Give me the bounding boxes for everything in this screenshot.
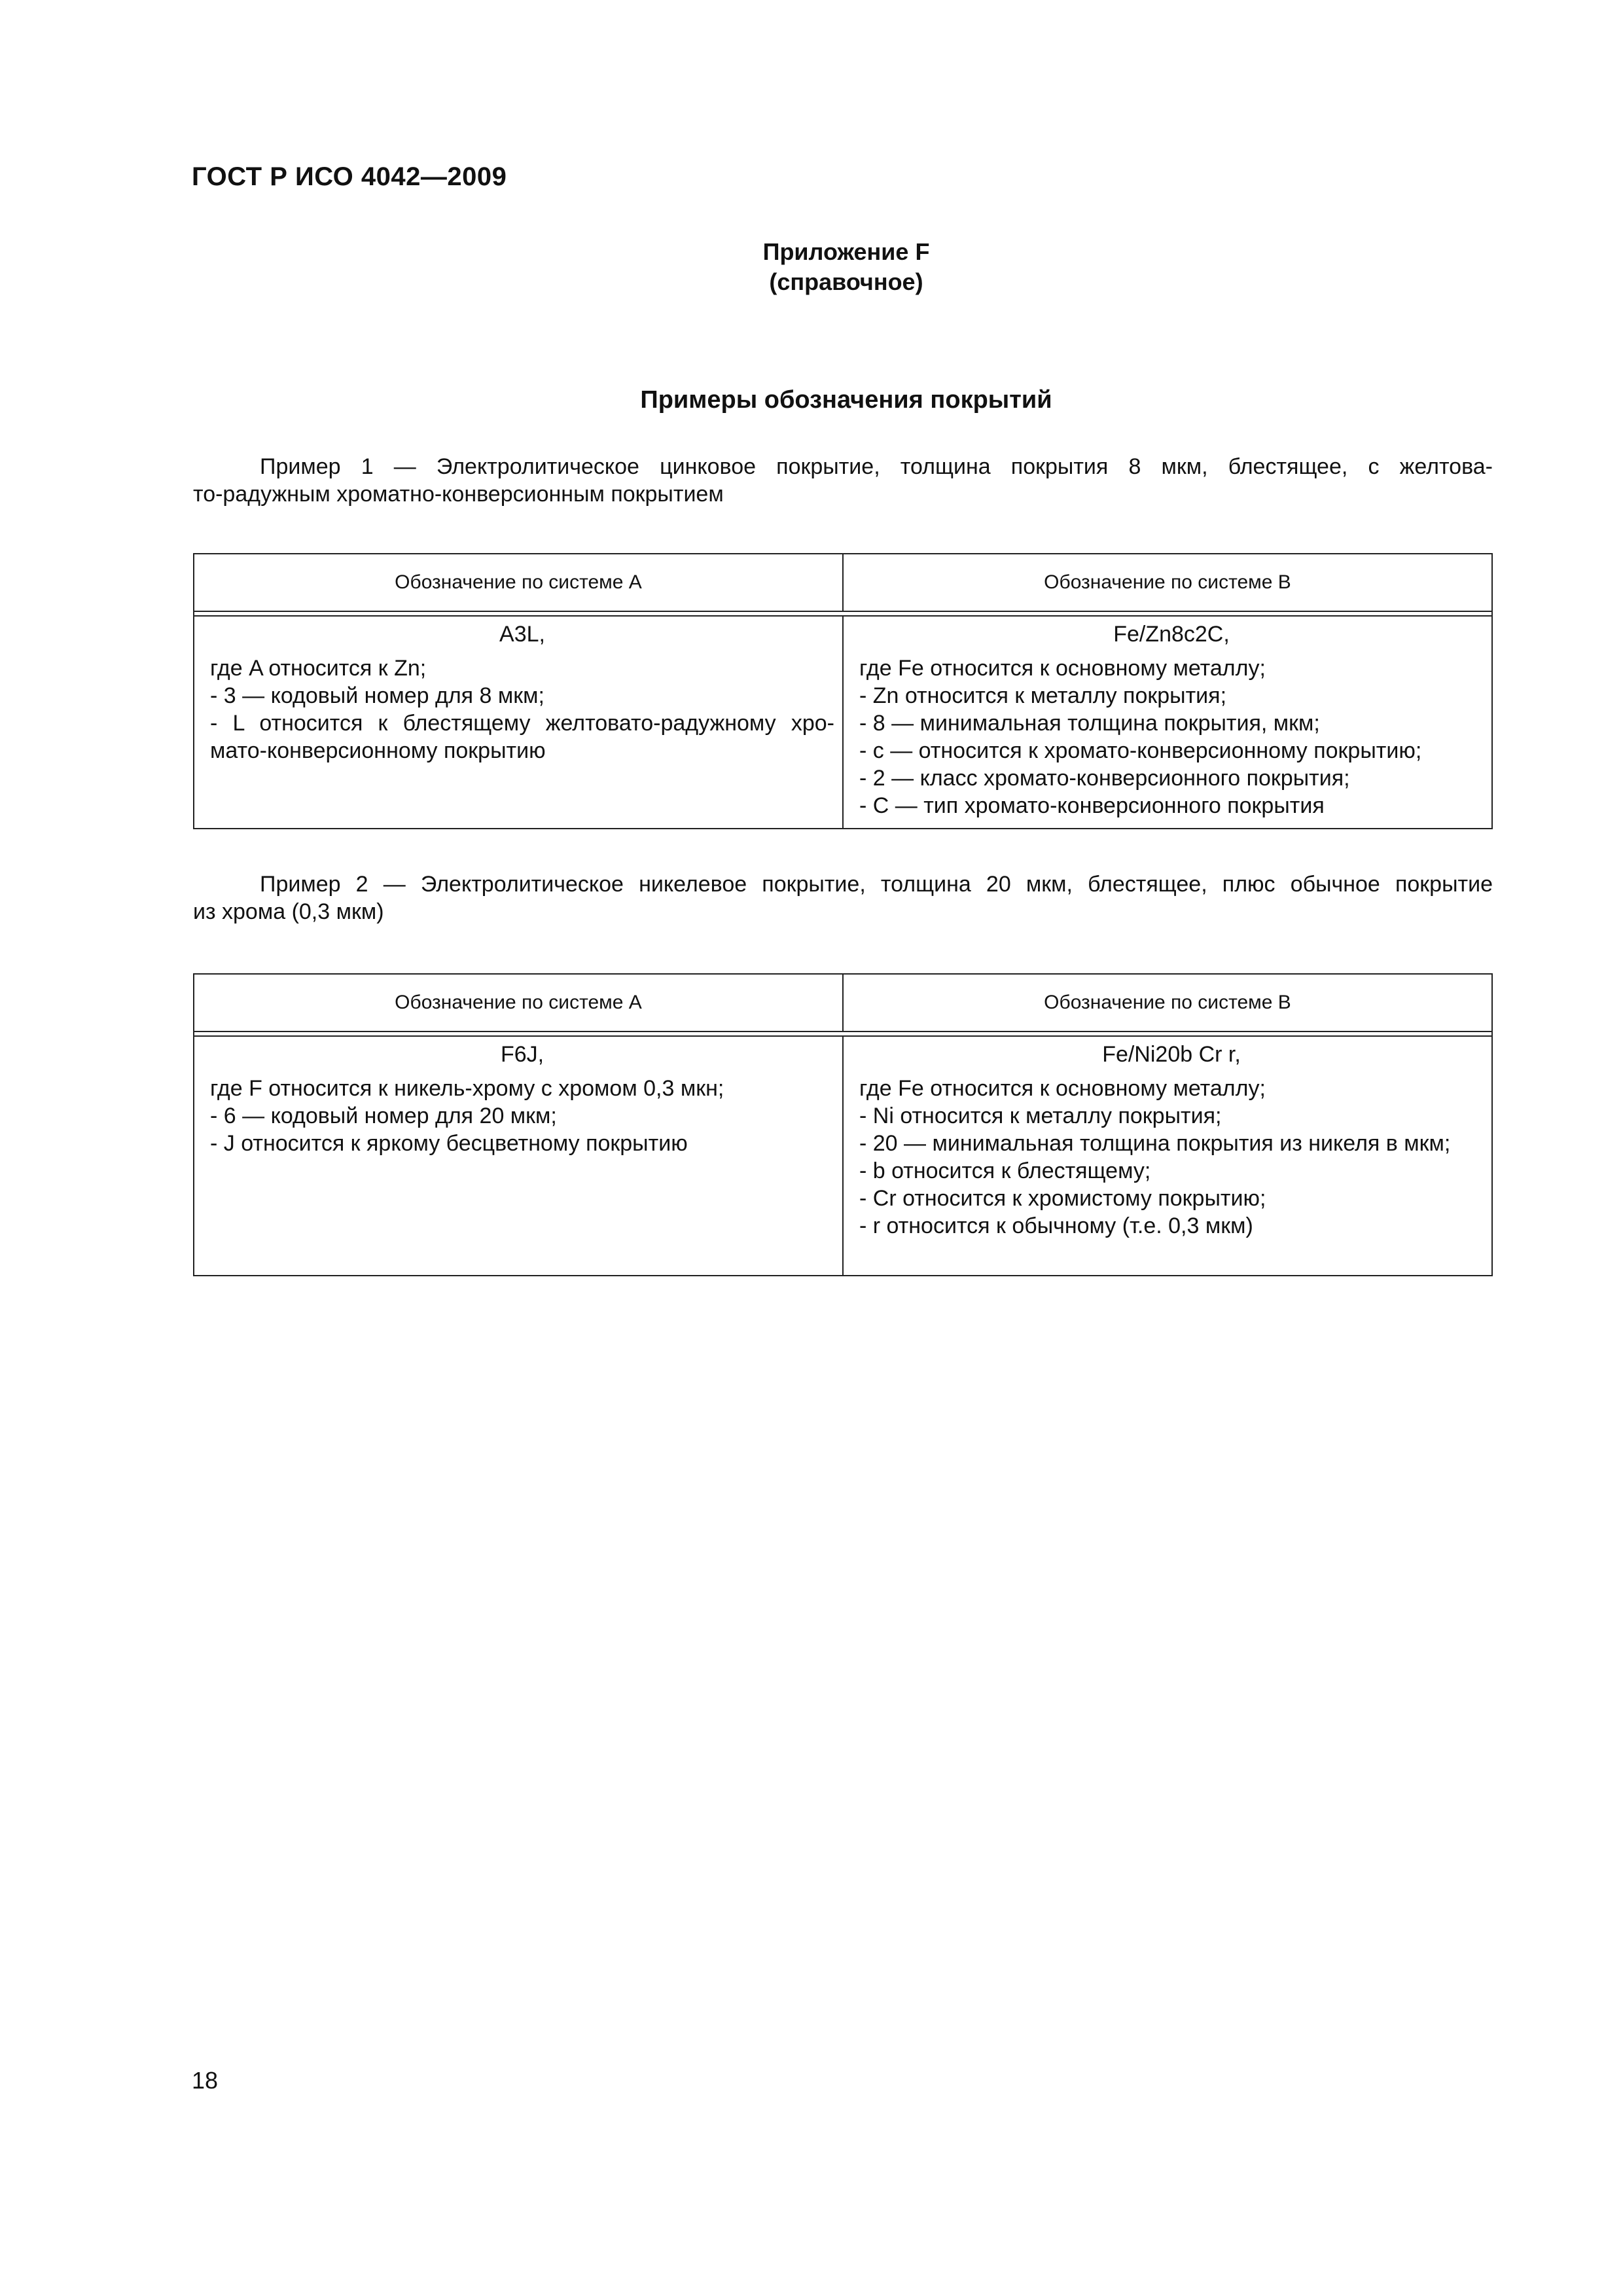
designation-code-a: A3L, bbox=[499, 622, 545, 647]
annex-title: Приложение F bbox=[762, 238, 930, 265]
column-header-system-a: Обозначение по системе А bbox=[395, 571, 642, 593]
example-1-line-1: Пример 1 — Электролитическое цинковое покрытие, толщина покрытия 8 мкм, блестящее, с желтова- bbox=[260, 454, 1493, 479]
list-item: где Fe относится к основному металлу; bbox=[859, 656, 1266, 681]
table-header-row bbox=[194, 554, 1491, 612]
table-header-row bbox=[194, 975, 1491, 1032]
explanation-list-b bbox=[859, 655, 1484, 819]
example-2-table bbox=[193, 973, 1493, 1276]
list-item: - Cr относится к хромистому покрытию; bbox=[859, 1186, 1266, 1211]
designation-code-b: Fe/Zn8c2C, bbox=[1113, 622, 1230, 647]
list-item: - Zn относится к металлу покрытия; bbox=[859, 683, 1227, 708]
page-number: 18 bbox=[192, 2067, 219, 2094]
list-item: - 6 — кодовый номер для 20 мкм; bbox=[210, 1103, 557, 1128]
designation-code-a: F6J, bbox=[500, 1042, 544, 1067]
list-item: - b относится к блестящему; bbox=[859, 1158, 1151, 1183]
list-item: - 20 — минимальная толщина покрытия из никеля в мкм; bbox=[859, 1131, 1451, 1156]
list-item: - Ni относится к металлу покрытия; bbox=[859, 1103, 1222, 1128]
document-header: ГОСТ Р ИСО 4042—2009 bbox=[192, 162, 507, 191]
explanation-list-a bbox=[210, 655, 834, 764]
list-item: - L относится к блестящему желтовато-радужному хро-мато-конверсионному покрытию bbox=[210, 711, 834, 763]
example-2-text bbox=[193, 870, 1493, 925]
list-item: - 8 — минимальная толщина покрытия, мкм; bbox=[859, 711, 1320, 736]
system-a-cell bbox=[194, 617, 842, 828]
list-item: где A относится к Zn; bbox=[210, 656, 427, 681]
annex-heading bbox=[0, 237, 1623, 297]
list-item: - с — относится к хромато-конверсионному покрытию; bbox=[859, 738, 1422, 763]
example-2-line-1: Пример 2 — Электролитическое никелевое покрытие, толщина 20 мкм, блестящее, плюс обычное покрытие bbox=[260, 872, 1493, 897]
list-item: где F относится к никель-хрому с хромом 0,3 мкн; bbox=[210, 1076, 724, 1101]
example-1-table bbox=[193, 553, 1493, 829]
list-item: где Fe относится к основному металлу; bbox=[859, 1076, 1266, 1101]
system-b-cell bbox=[842, 1037, 1491, 1275]
example-1-text bbox=[193, 453, 1493, 508]
designation-code-b: Fe/Ni20b Cr r, bbox=[1102, 1042, 1241, 1067]
annex-subtitle: (справочное) bbox=[769, 268, 923, 295]
table-body-row bbox=[194, 615, 1491, 828]
list-item: - J относится к яркому бесцветному покрытию bbox=[210, 1131, 688, 1156]
table-body-row bbox=[194, 1035, 1491, 1275]
list-item: - 3 — кодовый номер для 8 мкм; bbox=[210, 683, 544, 708]
list-item: - C — тип хромато-конверсионного покрытия bbox=[859, 793, 1325, 818]
system-b-cell bbox=[842, 617, 1491, 828]
explanation-list-a bbox=[210, 1075, 834, 1157]
system-a-cell bbox=[194, 1037, 842, 1275]
column-header-system-b: Обозначение по системе B bbox=[842, 975, 1491, 1031]
section-title: Примеры обозначения покрытий bbox=[640, 386, 1052, 414]
example-1-line-2: то-радужным хроматно-конверсионным покрытием bbox=[193, 482, 724, 507]
example-2-line-2: из хрома (0,3 мкм) bbox=[193, 899, 384, 924]
list-item: - 2 — класс хромато-конверсионного покрытия; bbox=[859, 766, 1350, 791]
column-header-system-a: Обозначение по системе А bbox=[395, 992, 642, 1013]
column-header-system-b: Обозначение по системе B bbox=[842, 554, 1491, 611]
explanation-list-b bbox=[859, 1075, 1484, 1240]
list-item: - r относится к обычному (т.е. 0,3 мкм) bbox=[859, 1213, 1253, 1238]
